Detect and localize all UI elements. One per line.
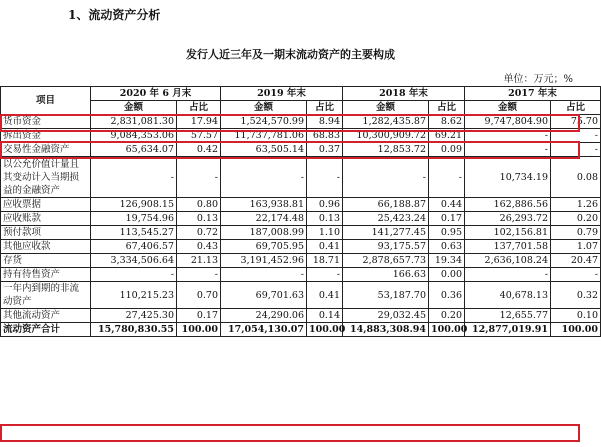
amount-cell: 27,425.30: [91, 309, 177, 323]
row-label: 其他流动资产: [1, 309, 91, 323]
ratio-cell: 0.14: [307, 309, 343, 323]
ratio-cell: 100.00: [177, 323, 221, 337]
row-label: 货币资金: [1, 115, 91, 129]
table-row: [1, 212, 601, 226]
ratio-cell: 0.44: [429, 198, 465, 212]
ratio-cell: 0.96: [307, 198, 343, 212]
ratio-cell: -: [307, 268, 343, 282]
ratio-cell: 18.71: [307, 254, 343, 268]
amount-cell: -: [465, 143, 551, 157]
ratio-cell: 0.70: [177, 282, 221, 309]
ratio-cell: 0.17: [429, 212, 465, 226]
ratio-cell: 0.13: [177, 212, 221, 226]
amount-cell: 2,831,081.30: [91, 115, 177, 129]
header-period: 2019 年末: [221, 87, 343, 101]
amount-cell: 9,084,353.06: [91, 129, 177, 143]
ratio-cell: 19.34: [429, 254, 465, 268]
ratio-cell: 0.37: [307, 143, 343, 157]
header-ratio: 占比: [551, 101, 601, 115]
ratio-cell: 0.08: [551, 157, 601, 198]
amount-cell: 102,156.81: [465, 226, 551, 240]
amount-cell: 24,290.06: [221, 309, 307, 323]
amount-cell: 137,701.58: [465, 240, 551, 254]
amount-cell: 69,705.95: [221, 240, 307, 254]
ratio-cell: 8.94: [307, 115, 343, 129]
ratio-cell: 57.57: [177, 129, 221, 143]
header-amount: 金额: [465, 101, 551, 115]
amount-cell: 11,737,781.06: [221, 129, 307, 143]
amount-cell: -: [465, 268, 551, 282]
amount-cell: 12,877,019.91: [465, 323, 551, 337]
amount-cell: -: [221, 157, 307, 198]
amount-cell: 166.63: [343, 268, 429, 282]
ratio-cell: 0.09: [429, 143, 465, 157]
ratio-cell: 1.10: [307, 226, 343, 240]
table-row: [1, 254, 601, 268]
row-label: 其他应收款: [1, 240, 91, 254]
ratio-cell: -: [429, 157, 465, 198]
amount-cell: 126,908.15: [91, 198, 177, 212]
ratio-cell: -: [177, 157, 221, 198]
row-label: 交易性金融资产: [1, 143, 91, 157]
highlight-box: [0, 424, 580, 442]
ratio-cell: 0.72: [177, 226, 221, 240]
table-row: [1, 143, 601, 157]
ratio-cell: 8.62: [429, 115, 465, 129]
ratio-cell: 1.07: [551, 240, 601, 254]
amount-cell: 141,277.45: [343, 226, 429, 240]
ratio-cell: 1.26: [551, 198, 601, 212]
amount-cell: 69,701.63: [221, 282, 307, 309]
amount-cell: 65,634.07: [91, 143, 177, 157]
ratio-cell: 100.00: [551, 323, 601, 337]
header-ratio: 占比: [177, 101, 221, 115]
amount-cell: 10,300,909.72: [343, 129, 429, 143]
ratio-cell: 0.20: [429, 309, 465, 323]
ratio-cell: 0.79: [551, 226, 601, 240]
ratio-cell: 75.70: [551, 115, 601, 129]
amount-cell: 163,938.81: [221, 198, 307, 212]
ratio-cell: -: [551, 129, 601, 143]
table-body: [1, 115, 601, 337]
amount-cell: 2,636,108.24: [465, 254, 551, 268]
amount-cell: 12,853.72: [343, 143, 429, 157]
header-amount: 金额: [221, 101, 307, 115]
ratio-cell: 68.83: [307, 129, 343, 143]
table-row: [1, 282, 601, 309]
row-label: 应收账款: [1, 212, 91, 226]
unit-note: 单位：万元；%: [503, 74, 573, 85]
table-row: [1, 115, 601, 129]
ratio-cell: -: [551, 268, 601, 282]
amount-cell: 63,505.14: [221, 143, 307, 157]
header-ratio: 占比: [429, 101, 465, 115]
table-row: [1, 323, 601, 337]
header-ratio: 占比: [307, 101, 343, 115]
current-assets-table: [0, 86, 601, 337]
amount-cell: -: [221, 268, 307, 282]
ratio-cell: 0.43: [177, 240, 221, 254]
amount-cell: 66,188.87: [343, 198, 429, 212]
header-amount: 金额: [343, 101, 429, 115]
amount-cell: 12,655.77: [465, 309, 551, 323]
row-label: 以公允价值计量且其变动计入当期损益的金融资产: [1, 157, 91, 198]
amount-cell: 110,215.23: [91, 282, 177, 309]
row-label: 流动资产合计: [1, 323, 91, 337]
ratio-cell: 0.36: [429, 282, 465, 309]
table-row: [1, 129, 601, 143]
ratio-cell: 0.00: [429, 268, 465, 282]
amount-cell: 1,282,435.87: [343, 115, 429, 129]
amount-cell: -: [465, 129, 551, 143]
row-label: 应收票据: [1, 198, 91, 212]
row-label: 持有待售资产: [1, 268, 91, 282]
header-period: 2017 年末: [465, 87, 601, 101]
ratio-cell: 100.00: [307, 323, 343, 337]
ratio-cell: 0.20: [551, 212, 601, 226]
amount-cell: 29,032.45: [343, 309, 429, 323]
amount-cell: 15,780,830.55: [91, 323, 177, 337]
row-label: 存货: [1, 254, 91, 268]
table-row: [1, 157, 601, 198]
amount-cell: 53,187.70: [343, 282, 429, 309]
ratio-cell: 0.42: [177, 143, 221, 157]
amount-cell: 1,524,570.99: [221, 115, 307, 129]
amount-cell: -: [343, 157, 429, 198]
amount-cell: 19,754.96: [91, 212, 177, 226]
table-row: [1, 309, 601, 323]
ratio-cell: 0.41: [307, 282, 343, 309]
amount-cell: 3,191,452.96: [221, 254, 307, 268]
amount-cell: 2,878,657.73: [343, 254, 429, 268]
table-row: [1, 240, 601, 254]
section-heading: 1、流动资产分析: [68, 8, 161, 22]
amount-cell: 22,174.48: [221, 212, 307, 226]
header-item: 项目: [1, 87, 91, 115]
amount-cell: 67,406.57: [91, 240, 177, 254]
ratio-cell: 20.47: [551, 254, 601, 268]
row-label: 预付款项: [1, 226, 91, 240]
ratio-cell: -: [307, 157, 343, 198]
ratio-cell: 21.13: [177, 254, 221, 268]
ratio-cell: -: [551, 143, 601, 157]
ratio-cell: 0.10: [551, 309, 601, 323]
amount-cell: 40,678.13: [465, 282, 551, 309]
ratio-cell: 0.63: [429, 240, 465, 254]
amount-cell: 113,545.27: [91, 226, 177, 240]
row-label: 拆出资金: [1, 129, 91, 143]
ratio-cell: 100.00: [429, 323, 465, 337]
amount-cell: 93,175.57: [343, 240, 429, 254]
amount-cell: 3,334,506.64: [91, 254, 177, 268]
amount-cell: 162,886.56: [465, 198, 551, 212]
ratio-cell: 69.21: [429, 129, 465, 143]
amount-cell: 9,747,804.90: [465, 115, 551, 129]
table-title: 发行人近三年及一期末流动资产的主要构成: [186, 48, 395, 61]
ratio-cell: 0.13: [307, 212, 343, 226]
header-period: 2020 年 6 月末: [91, 87, 221, 101]
amount-cell: -: [91, 268, 177, 282]
ratio-cell: 0.80: [177, 198, 221, 212]
amount-cell: -: [91, 157, 177, 198]
table-row: [1, 198, 601, 212]
header-amount: 金额: [91, 101, 177, 115]
table-row: [1, 268, 601, 282]
amount-cell: 26,293.72: [465, 212, 551, 226]
amount-cell: 17,054,130.07: [221, 323, 307, 337]
amount-cell: 14,883,308.94: [343, 323, 429, 337]
table-row: [1, 226, 601, 240]
ratio-cell: -: [177, 268, 221, 282]
ratio-cell: 0.95: [429, 226, 465, 240]
header-period: 2018 年末: [343, 87, 465, 101]
ratio-cell: 17.94: [177, 115, 221, 129]
row-label: 一年内到期的非流动资产: [1, 282, 91, 309]
ratio-cell: 0.17: [177, 309, 221, 323]
amount-cell: 187,008.99: [221, 226, 307, 240]
ratio-cell: 0.41: [307, 240, 343, 254]
ratio-cell: 0.32: [551, 282, 601, 309]
amount-cell: 10,734.19: [465, 157, 551, 198]
amount-cell: 25,423.24: [343, 212, 429, 226]
